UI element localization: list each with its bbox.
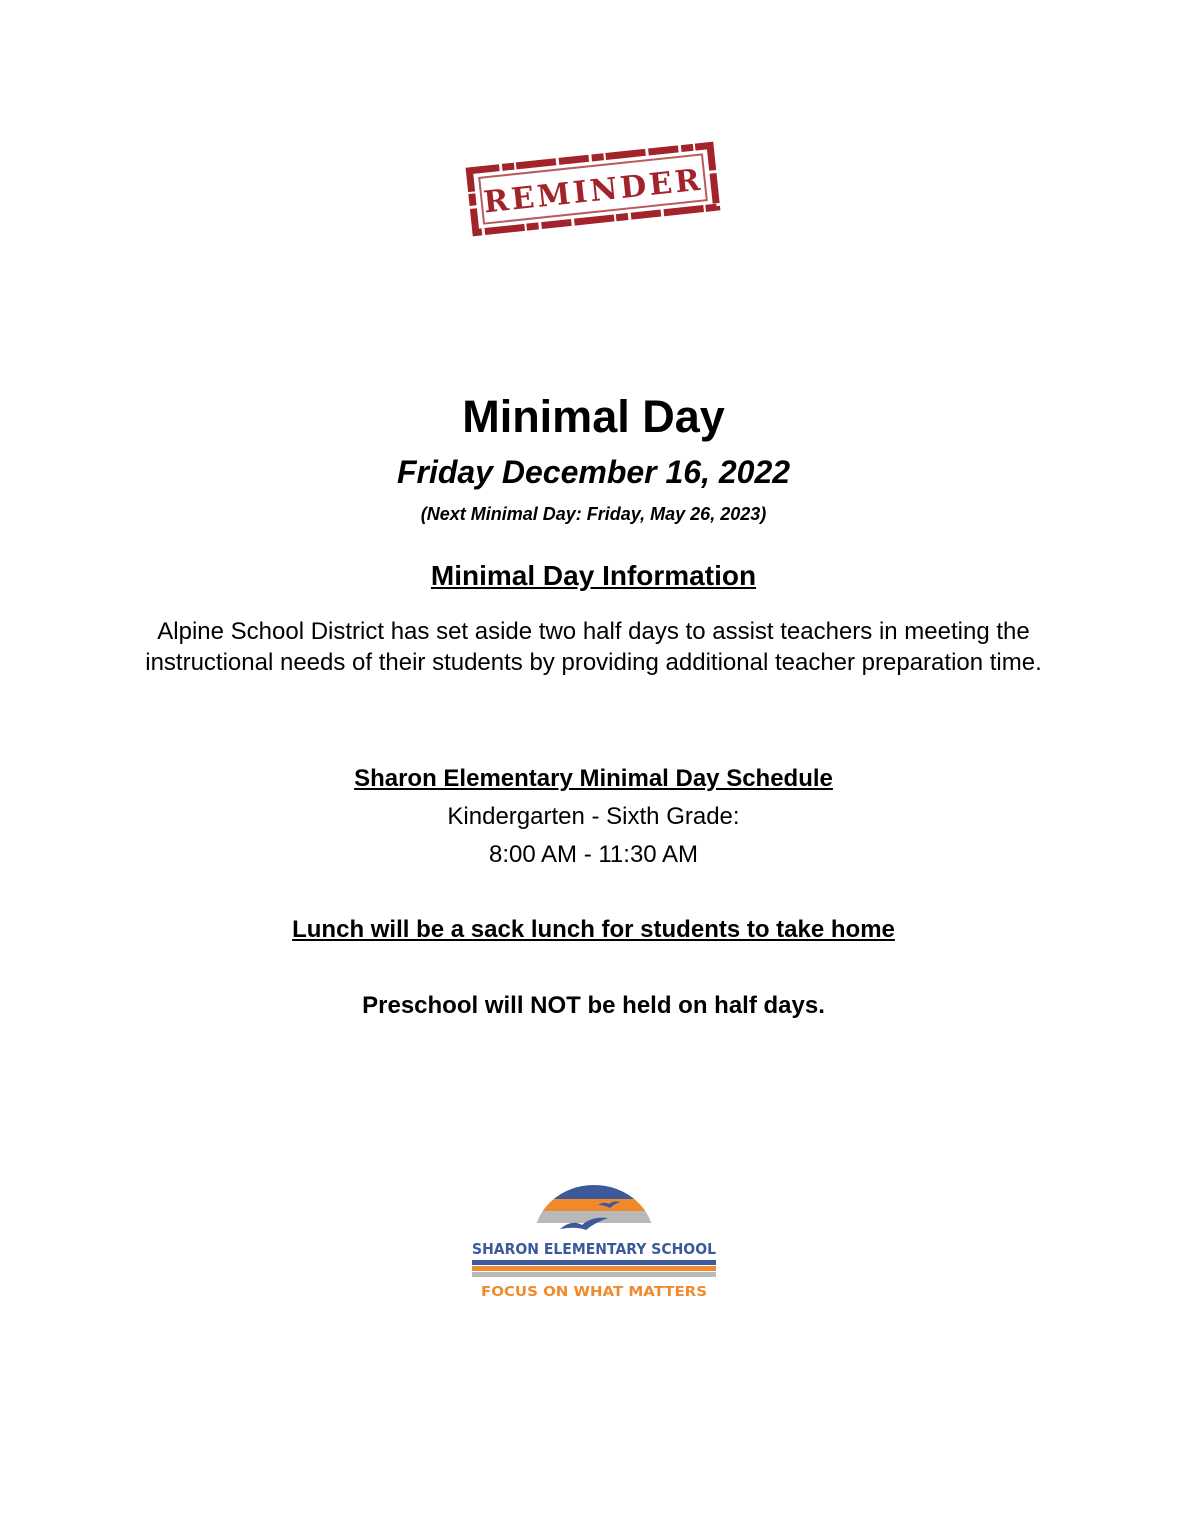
logo-stripe-orange — [472, 1266, 716, 1271]
preschool-note: Preschool will NOT be held on half days. — [362, 992, 825, 1019]
stamp-text: REMINDER — [481, 162, 705, 221]
info-paragraph: Alpine School District has set aside two half days to assist teachers in meeting the instructional needs of their students by providing additional teacher preparation time. — [145, 618, 1042, 676]
logo-tagline: FOCUS ON WHAT MATTERS — [481, 1285, 707, 1300]
logo-stripe-gray — [472, 1272, 716, 1277]
logo-school-name: SHARON ELEMENTARY SCHOOL — [472, 1240, 717, 1258]
schedule-grades: Kindergarten - Sixth Grade: — [447, 803, 740, 830]
reminder-stamp — [460, 138, 726, 240]
sunset-stripes — [528, 1185, 660, 1239]
page-title: Minimal Day — [462, 391, 725, 442]
schedule-heading: Sharon Elementary Minimal Day Schedule — [354, 765, 833, 792]
lunch-note: Lunch will be a sack lunch for students to take home — [292, 916, 895, 943]
school-logo-graphic — [468, 1185, 720, 1303]
reminder-stamp-graphic — [460, 138, 726, 240]
event-date: Friday December 16, 2022 — [396, 454, 791, 490]
schedule-times: 8:00 AM - 11:30 AM — [488, 841, 698, 868]
school-logo — [468, 1185, 720, 1303]
logo-stripe-blue — [472, 1260, 716, 1265]
next-minimal-day: (Next Minimal Day: Friday, May 26, 2023) — [420, 504, 767, 524]
info-heading: Minimal Day Information — [430, 560, 757, 591]
